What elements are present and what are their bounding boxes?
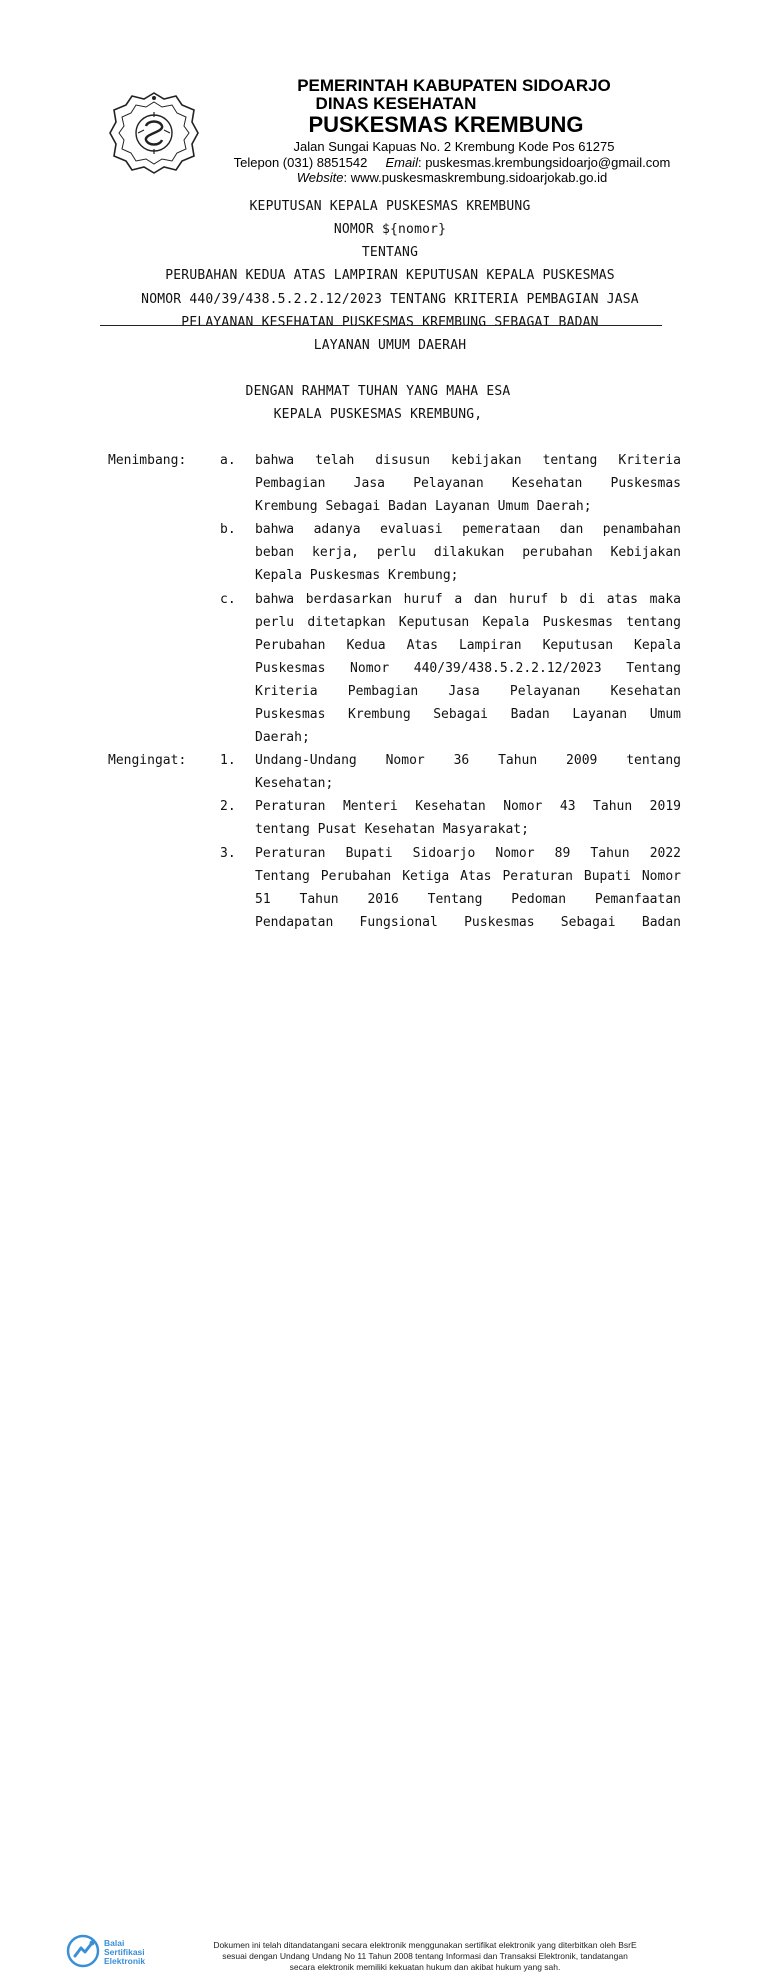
menimbang-c-line: Puskesmas Krembung Sebagai Badan Layanan Umum <box>255 707 681 722</box>
government-name: PEMERINTAH KABUPATEN SIDOARJO <box>297 76 611 95</box>
menimbang-c-line: Daerah; <box>255 730 310 745</box>
decree-about: TENTANG <box>361 245 419 260</box>
esign-footer <box>0 962 768 1972</box>
mengingat-3-line: Peraturan Bupati Sidoarjo Nomor 89 Tahun 2022 <box>255 846 681 861</box>
bsre-logo-text-1: Balai <box>104 1938 125 1948</box>
decree-subject-line-1: PERUBAHAN KEDUA ATAS LAMPIRAN KEPUTUSAN KEPALA PUSKESMAS <box>165 268 615 283</box>
institution-address: Jalan Sungai Kapuas No. 2 Krembung Kode Pos 61275 <box>293 139 615 154</box>
letterhead <box>0 0 768 190</box>
bsre-logo-icon <box>66 1934 100 1968</box>
esign-notice-line-3: secara elektronik memiliki kekuatan hukum dan akibat hukum yang sah. <box>289 1962 561 1972</box>
email-address: : puskesmas.krembungsidoarjo@gmail.com <box>417 155 671 170</box>
menimbang-c-line: Puskesmas Nomor 440/39/438.5.2.2.12/2023 Tentang <box>255 661 681 676</box>
preamble-line-1: DENGAN RAHMAT TUHAN YANG MAHA ESA <box>245 384 511 399</box>
contact-phone-email <box>68 155 768 170</box>
mengingat-label: Mengingat: <box>108 753 187 768</box>
mengingat-3-line: 51 Tahun 2016 Tentang Pedoman Pemanfaatan <box>255 892 681 907</box>
mengingat-3-marker: 3. <box>220 846 236 861</box>
menimbang-c-marker: c. <box>220 592 236 607</box>
menimbang-c-line: perlu ditetapkan Keputusan Kepala Puskesmas tentang <box>255 615 681 630</box>
institution-name: PUSKESMAS KREMBUNG <box>308 112 584 137</box>
mengingat-2-line: tentang Pusat Kesehatan Masyarakat; <box>255 822 529 837</box>
menimbang-a-line: Pembagian Jasa Pelayanan Kesehatan Puskesmas <box>255 476 681 491</box>
menimbang-a-line: Krembung Sebagai Badan Layanan Umum Daerah; <box>255 499 592 514</box>
esign-notice-line-2: sesuai dengan Undang Undang No 11 Tahun 2008 tentang Informasi dan Transaksi Elektronik, tandatangan <box>222 1951 628 1961</box>
decree-subject-line-3: PELAYANAN KESEHATAN PUSKESMAS KREMBUNG SEBAGAI BADAN <box>181 315 599 330</box>
bsre-logo-text-3: Elektronik <box>104 1956 146 1966</box>
menimbang-b-line: bahwa adanya evaluasi pemerataan dan penambahan <box>255 522 681 537</box>
decree-number: NOMOR ${nomor} <box>333 222 447 237</box>
mengingat-1-marker: 1. <box>220 753 236 768</box>
department-name: DINAS KESEHATAN <box>315 94 477 113</box>
mengingat-2-marker: 2. <box>220 799 236 814</box>
website-line <box>68 170 768 185</box>
decree-title: KEPUTUSAN KEPALA PUSKESMAS KREMBUNG <box>249 199 531 214</box>
mengingat-1-line: Kesehatan; <box>255 776 334 791</box>
menimbang-c-line: Perubahan Kedua Atas Lampiran Keputusan Kepala <box>255 638 681 653</box>
menimbang-b-line: Kepala Puskesmas Krembung; <box>255 568 459 583</box>
website-address: : www.puskesmaskrembung.sidoarjokab.go.id <box>343 170 608 185</box>
decree-subject-line-4: LAYANAN UMUM DAERAH <box>313 338 467 353</box>
email-label: Email <box>385 155 418 170</box>
decree-subject-line-2: NOMOR 440/39/438.5.2.2.12/2023 TENTANG KRITERIA PEMBAGIAN JASA <box>141 292 639 307</box>
bsre-logo-text-2: Sertifikasi <box>104 1947 145 1957</box>
mengingat-1-line: Undang-Undang Nomor 36 Tahun 2009 tentang <box>255 753 681 768</box>
mengingat-3-line: Pendapatan Fungsional Puskesmas Sebagai Badan <box>255 915 681 930</box>
menimbang-b-marker: b. <box>220 522 236 537</box>
menimbang-b-line: beban kerja, perlu dilakukan perubahan Kebijakan <box>255 545 681 560</box>
preamble-line-2: KEPALA PUSKESMAS KREMBUNG, <box>273 407 483 422</box>
menimbang-label: Menimbang: <box>108 453 187 468</box>
website-label: Website <box>296 170 344 185</box>
menimbang-c-line: Kriteria Pembagian Jasa Pelayanan Kesehatan <box>255 684 681 699</box>
mengingat-2-line: Peraturan Menteri Kesehatan Nomor 43 Tahun 2019 <box>255 799 681 814</box>
menimbang-a-marker: a. <box>220 453 236 468</box>
esign-notice-line-1: Dokumen ini telah ditandatangani secara elektronik menggunakan sertifikat elektronik yang diterbitkan oleh BsrE <box>213 1940 637 1950</box>
mengingat-3-line: Tentang Perubahan Ketiga Atas Peraturan Bupati Nomor <box>255 869 681 884</box>
title-divider <box>100 325 662 326</box>
phone-number: Telepon (031) 8851542 <box>233 155 368 170</box>
menimbang-a-line: bahwa telah disusun kebijakan tentang Kriteria <box>255 453 681 468</box>
menimbang-c-line: bahwa berdasarkan huruf a dan huruf b di atas maka <box>255 592 681 607</box>
